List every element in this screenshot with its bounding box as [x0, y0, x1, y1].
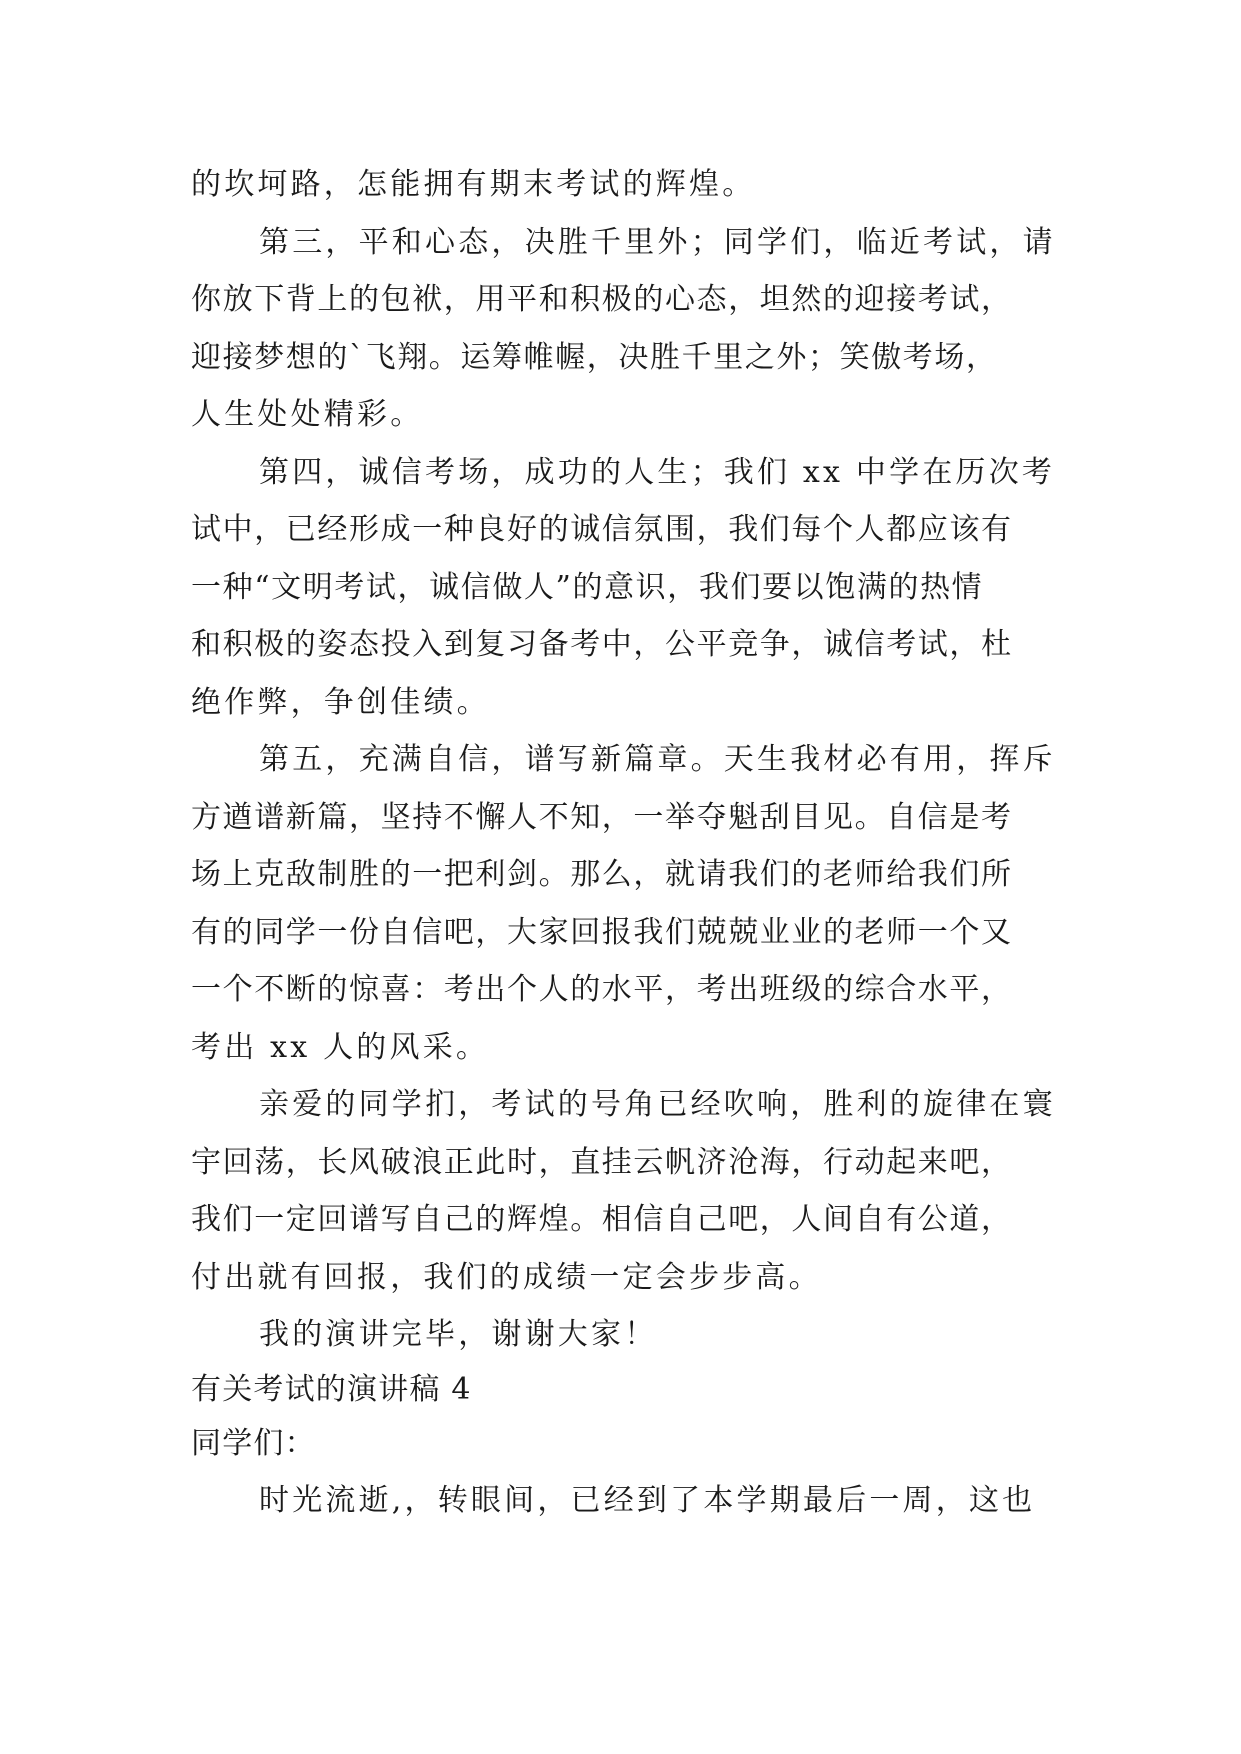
text-line: 方遒谱新篇，坚持不懈人不知，一举夺魁刮目见。自信是考 [191, 799, 1013, 835]
text-line: 人生处处精彩。 [191, 397, 424, 432]
document-body [191, 156, 1056, 1529]
paragraph-start-line: 第三，平和心态，决胜千里外；同学们，临近考试，请 [259, 224, 1056, 260]
paragraph-start-line: 时光流逝,，转眼间，已经到了本学期最后一周，这也 [259, 1482, 1036, 1518]
text-line: 场上克敌制胜的一把利剑。那么，就请我们的老师给我们所 [191, 857, 1013, 892]
text-line: 绝作弊，争创佳绩。 [191, 684, 490, 720]
section-heading: 有关考试的演讲稿 4 [191, 1371, 472, 1407]
text-line: 付出就有回报，我们的成绩一定会步步高。 [191, 1259, 822, 1295]
paragraph-start-line: 第五，充满自信，谱写新篇章。天生我材必有用，挥斥 [259, 742, 1056, 777]
text-line: 考出 xx 人的风采。 [191, 1029, 490, 1065]
text-line: 一种“文明考试，诚信做人”的意识，我们要以饱满的热情 [191, 569, 984, 605]
salutation: 同学们： [191, 1425, 316, 1461]
text-line: 和积极的姿态投入到复习备考中，公平竞争，诚信考试，杜 [191, 627, 1013, 662]
text-line: 你放下背上的包袱，用平和积极的心态，坦然的迎接考试， [191, 282, 1013, 317]
closing-line: 我的演讲完毕，谢谢大家！ [259, 1317, 658, 1352]
text-line: 试中，已经形成一种良好的诚信氛围，我们每个人都应该有 [191, 512, 1013, 547]
text-line: 我们一定回谱写自己的辉煌。相信自己吧，人间自有公道， [191, 1202, 1013, 1237]
text-line: 一个不断的惊喜：考出个人的水平，考出班级的综合水平， [191, 972, 1013, 1007]
paragraph-start-line: 亲爱的同学扪，考试的号角已经吹响，胜利的旋律在寰 [259, 1087, 1056, 1122]
text-line: 有的同学一份自信吧，大家回报我们兢兢业业的老师一个又 [191, 914, 1013, 950]
text-line: 的坎坷路，怎能拥有期末考试的辉煌。 [191, 167, 756, 202]
paragraph-start-line: 第四，诚信考场，成功的人生；我们 xx 中学在历次考 [259, 454, 1056, 490]
text-line: 宇回荡，长风破浪正此时，直挂云帆济沧海，行动起来吧， [191, 1144, 1013, 1180]
text-line: 迎接梦想的`飞翔。运筹帷幄，决胜千里之外；笑傲考场， [191, 339, 998, 375]
